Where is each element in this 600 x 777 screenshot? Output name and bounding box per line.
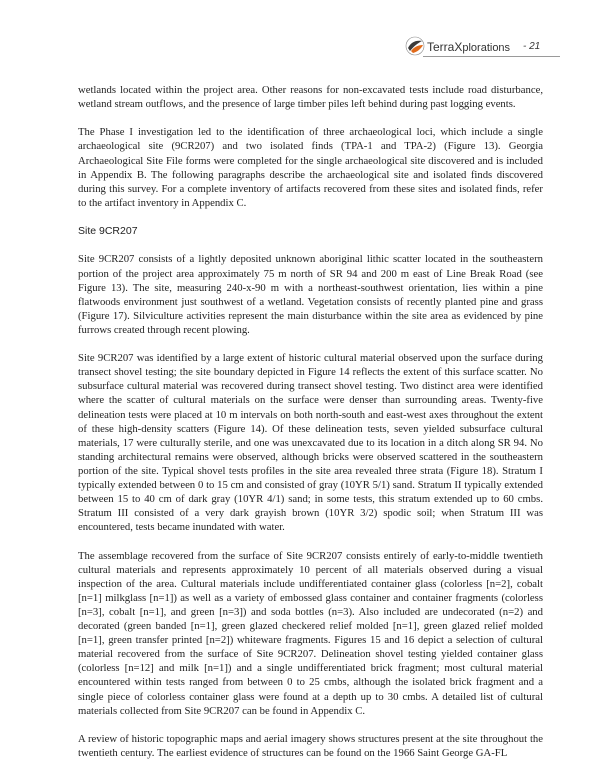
paragraph: Site 9CR207 was identified by a large extent of historic cultural material observed upon the surface during transect shovel testing; the site boundary depicted in Figure 14 reflects the extent of this surface scatter. No subsurface cultural material was recovered during transect shovel testing. Two distinct area were identified where the scatter of cultural materials on the surface were denser than surrounding areas. Twenty-five delineation tests were placed at 10 m intervals on both north-south and east-west axes throughout the extent of these high-density scatters (Figure 14). Of these delineation tests, seven yielded subsurface cultural materials, 17 were culturally sterile, and one was unexcavated due to its location in a ditch along SR 94. No standing architectural remains were observed, although bricks were observed scattered in the southeastern portion of the site. Typical shovel tests profiles in the site area revealed three strata (Figure 18). Stratum I typically extended between 0 to 15 cm and consisted of gray (10YR 5/1) sand. Stratum II typically extended between 15 to 40 cm of dark gray (10YR 4/1) sand; in some tests, this stratum extended up to 60 cmbs. Stratum III consisted of a very dark grayish brown (10YR 3/2) spodic soil; when Stratum III was encountered, tests became inundated with water.	[78, 352, 543, 534]
body-text	[78, 83, 543, 774]
paragraph: The Phase I investigation led to the identification of three archaeological loci, which include a single archaeological site (9CR207) and two isolated finds (TPA-1 and TPA-2) (Figure 13). Georgia Archaeological Site File forms were completed for the single archaeological site discovered and is included in Appendix B. The following paragraphs describe the archaeological site and isolated finds discovered during this survey. For a complete inventory of artifacts recovered from these sites and isolated finds, refer to the artifact inventory in Appendix C.	[78, 126, 543, 209]
section-heading: Site 9CR207	[78, 225, 138, 238]
header-rule	[423, 56, 560, 57]
page-number: - 21	[523, 41, 541, 52]
paragraph: The assemblage recovered from the surface of Site 9CR207 consists entirely of early-to-middle twentieth cultural materials and represents approximately 10 percent of all materials observed during a visual inspection of the area. Cultural materials include undifferentiated container glass (colorless [n=2], cobalt [n=1] milkglass [n=1]) as well as a variety of embossed glass container and container fragments (colorless [n=3], cobalt [n=1], and green [n=3]) and soda bottles (n=3). Also included are undecorated (n=2) and decorated (green banded [n=1], green glazed checkered relief molded [n=1], green glazed relief molded [n=1], green transfer printed [n=2]) whiteware fragments. Figures 15 and 16 depict a selection of cultural material recovered from the surface of Site 9CR207. Delineation shovel testing yielded container glass (colorless [n=12] and milk [n=1]) and a single undifferentiated brick fragment; most cultural material encountered within tests ranged from between 0 to 25 cmbs, although the isolated brick fragment and a single piece of colorless container glass were found at a depth up to 30 cmbs. A detailed list of cultural materials collected from Site 9CR207 can be found in Appendix C.	[78, 549, 543, 717]
paragraph: Site 9CR207 consists of a lightly deposited unknown aboriginal lithic scatter located in the southeastern portion of the project area approximately 75 m north of SR 94 and 200 m east of Line Break Road (see Figure 13). The site, measuring 240-x-90 m with a northeast-southwest orientation, lies within a pine flatwoods environment just southwest of a wetland. Vegetation consists of recently planted pine and grass (Figure 17). Silviculture activities represent the main disturbance within the site area as evidenced by pine furrows created through recent plowing.	[78, 253, 543, 336]
paragraph: wetlands located within the project area. Other reasons for non-excavated tests include road disturbance, wetland stream outflows, and the presence of large timber piles left behind during past logging events.	[78, 84, 543, 111]
company-logo-text: TerraXplorations	[427, 40, 511, 54]
terraxplorations-logo-icon	[405, 36, 425, 56]
page-header	[405, 36, 555, 58]
paragraph: A review of historic topographic maps and aerial imagery shows structures present at the site throughout the twentieth century. The earliest evidence of structures can be found on the 1966 Saint George GA-FL	[78, 732, 543, 759]
